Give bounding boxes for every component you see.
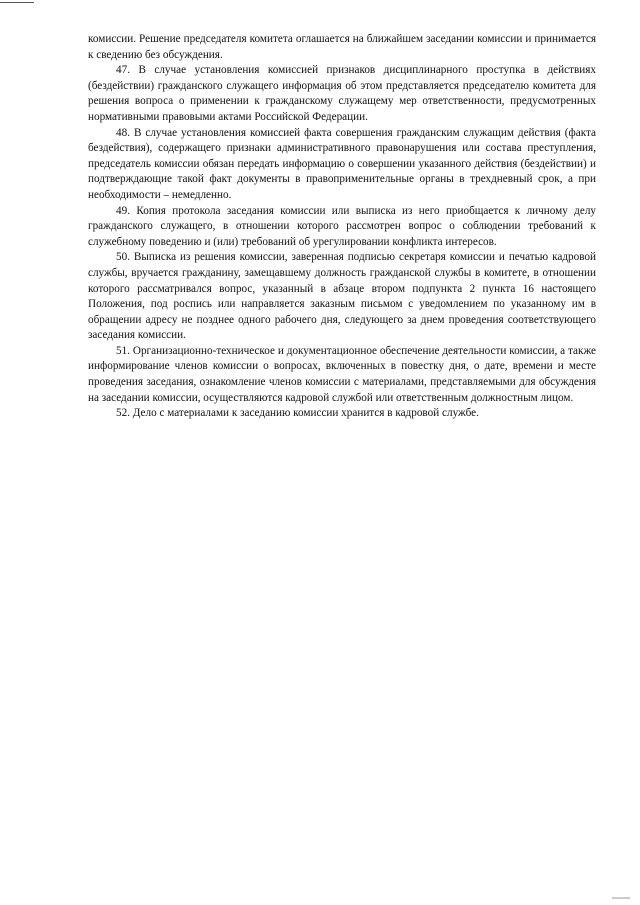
document-page <box>88 32 596 422</box>
paragraph-48: 48. В случае установления комиссией факта совершения гражданским служащим действия (факта бездействия), содержащего признаки административного правонарушения или состава преступления, председатель комиссии обязан передать информацию о совершении указанного действия (бездействии) и подтверждающие такой факт документы в правоприменительные органы в трехдневный срок, а при необходимости – немедленно. <box>88 126 596 201</box>
paragraph-continuation: комиссии. Решение председателя комитета оглашается на ближайшем заседании комиссии и принимается к сведению без обсуждения. <box>88 33 596 61</box>
paragraph-51: 51. Организационно-техническое и документационное обеспечение деятельности комиссии, а также информирование членов комиссии о вопросах, включенных в повестку дня, о дате, времени и месте проведения заседания, ознакомление членов комиссии с материалами, представляемыми для обсуждения на заседании комиссии, осуществляются кадровой службой или ответственным должностным лицом. <box>88 344 596 404</box>
paragraph-49: 49. Копия протокола заседания комиссии или выписка из него приобщается к личному делу гражданского служащего, в отношении которого рассмотрен вопрос о соблюдении требований к служебному поведению и (или) требований об урегулировании конфликта интересов. <box>88 204 596 248</box>
top-edge-line <box>0 2 34 3</box>
scan-mark <box>612 897 630 899</box>
paragraph-47: 47. В случае установления комиссией признаков дисциплинарного проступка в действиях (бездействии) гражданского служащего информация об этом представляется председателю комитета для решения вопроса о применении к гражданскому служащему мер ответственности, предусмотренных нормативными правовыми актами Российской Федерации. <box>88 64 596 123</box>
paragraph-52: 52. Дело с материалами к заседанию комиссии хранится в кадровой службе. <box>116 407 479 420</box>
paragraph-50: 50. Выписка из решения комиссии, заверенная подписью секретаря комиссии и печатью кадровой службы, вручается гражданину, замещавшему должность гражданской службы в комитете, в отношении которого рассматривался вопрос, указанный в абзаце втором подпункта 2 пункта 16 настоящего Положения, под роспись или направляется заказным письмом с уведомлением по указанному им в обращении адресу не позднее одного рабочего дня, следующего за днем проведения соответствующего заседания комиссии. <box>88 251 596 342</box>
